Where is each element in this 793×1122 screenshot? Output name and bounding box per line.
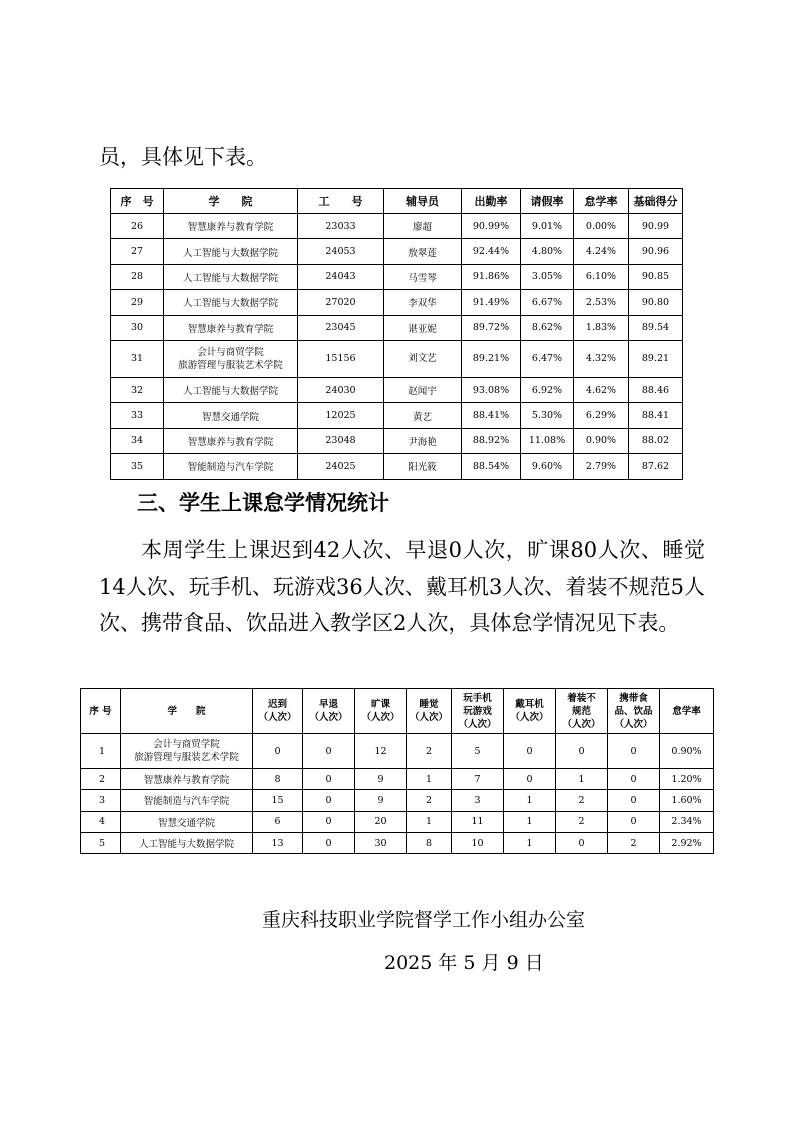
table-cell: 人工智能与大数据学院: [164, 377, 298, 402]
table-cell: 2: [556, 811, 608, 832]
table-cell: 1.20%: [660, 769, 714, 790]
table-cell: 23045: [298, 315, 384, 340]
table-cell: 2.53%: [574, 290, 629, 315]
table-cell: 2: [81, 769, 121, 790]
table-cell: 0: [303, 832, 355, 853]
table-cell: 29: [111, 290, 164, 315]
table-cell: 4: [81, 811, 121, 832]
table-cell: 赵闻宇: [384, 377, 462, 402]
table-cell: 智慧康养与教育学院: [164, 315, 298, 340]
table-cell: 88.92%: [462, 428, 521, 453]
table-cell: 0: [253, 734, 303, 769]
table-row: [111, 454, 683, 479]
table-cell: 30: [111, 315, 164, 340]
table-cell: 2: [407, 790, 452, 811]
table-cell: 人工智能与大数据学院: [164, 239, 298, 264]
table2-header-cell: 怠学率: [660, 689, 714, 734]
table-cell: 0: [303, 734, 355, 769]
table-cell: 0: [303, 811, 355, 832]
table1-header-cell: 学 院: [164, 189, 298, 214]
table-cell: 4.62%: [574, 377, 629, 402]
table-cell: 2: [608, 832, 660, 853]
summary-paragraph: 本周学生上课迟到42人次、早退0人次，旷课80人次、睡觉14人次、玩手机、玩游戏36人次、戴耳机3人次、着装不规范5人次、携带食品、饮品进入教学区2人次，具体怠学情况见下表。: [99, 538, 705, 635]
table-cell: 1.60%: [660, 790, 714, 811]
table-cell: 2.79%: [574, 454, 629, 479]
table-cell: 24030: [298, 377, 384, 402]
table1-header-cell: 基础得分: [629, 189, 683, 214]
table-cell: 92.44%: [462, 239, 521, 264]
table-cell: 0: [504, 769, 556, 790]
table-cell: 89.21%: [462, 340, 521, 377]
table-cell: 88.54%: [462, 454, 521, 479]
table-cell: 8: [253, 769, 303, 790]
table-cell: 13: [253, 832, 303, 853]
table-cell: 敖翠莲: [384, 239, 462, 264]
table-cell: 0.90%: [574, 428, 629, 453]
table-cell: 7: [452, 769, 504, 790]
table-cell: 93.08%: [462, 377, 521, 402]
table-cell: 9.60%: [521, 454, 574, 479]
table-cell: 0: [303, 790, 355, 811]
table-cell: 90.96: [629, 239, 683, 264]
table-cell: 24043: [298, 264, 384, 289]
table-cell: 智慧交通学院: [121, 811, 253, 832]
table-cell: 27: [111, 239, 164, 264]
table-cell: 27020: [298, 290, 384, 315]
table2-header-cell: 戴耳机 （人次）: [504, 689, 556, 734]
table-cell: 智能制造与汽车学院: [121, 790, 253, 811]
table-cell: 8: [407, 832, 452, 853]
intro-text: 员，具体见下表。: [99, 145, 267, 169]
truancy-stats-table: [80, 688, 714, 854]
table-cell: 马雪琴: [384, 264, 462, 289]
table-cell: 0.90%: [660, 734, 714, 769]
table-cell: 0: [504, 734, 556, 769]
table-row: [111, 315, 683, 340]
table-cell: 15: [253, 790, 303, 811]
table-cell: 2: [556, 790, 608, 811]
table-cell: 4.24%: [574, 239, 629, 264]
table-cell: 88.46: [629, 377, 683, 402]
table-cell: 90.99%: [462, 214, 521, 239]
table-cell: 9: [355, 790, 407, 811]
table-cell: 2: [407, 734, 452, 769]
section-heading: 三、学生上课怠学情况统计: [137, 491, 389, 515]
table-row: [111, 403, 683, 428]
table-cell: 3: [81, 790, 121, 811]
table-cell: 3.05%: [521, 264, 574, 289]
table-cell: 1: [407, 769, 452, 790]
table-cell: 9.01%: [521, 214, 574, 239]
table-cell: 32: [111, 377, 164, 402]
table1-header-cell: 请假率: [521, 189, 574, 214]
table-cell: 4.80%: [521, 239, 574, 264]
table-cell: 会计与商贸学院 旅游管理与服装艺术学院: [164, 340, 298, 377]
table-cell: 1: [504, 811, 556, 832]
table1-header-cell: 序 号: [111, 189, 164, 214]
table1-header-cell: 怠学率: [574, 189, 629, 214]
table2-header-cell: 学 院: [121, 689, 253, 734]
table-cell: 谌亚妮: [384, 315, 462, 340]
table-cell: 31: [111, 340, 164, 377]
table-cell: 0: [608, 769, 660, 790]
table2-header-row: [81, 689, 714, 734]
table-cell: 人工智能与大数据学院: [164, 264, 298, 289]
table-cell: 人工智能与大数据学院: [164, 290, 298, 315]
table-row: [111, 264, 683, 289]
table1-header-row: [111, 189, 683, 214]
table-cell: 5: [81, 832, 121, 853]
document-date: 2025 年 5 月 9 日: [384, 952, 544, 974]
table-cell: 阳光筱: [384, 454, 462, 479]
table-cell: 12025: [298, 403, 384, 428]
table-cell: 11.08%: [521, 428, 574, 453]
table-cell: 9: [355, 769, 407, 790]
table-cell: 1: [504, 790, 556, 811]
table-cell: 91.49%: [462, 290, 521, 315]
table-cell: 0: [608, 790, 660, 811]
table-row: [81, 769, 714, 790]
table2-header-cell: 睡觉 （人次）: [407, 689, 452, 734]
table-cell: 15156: [298, 340, 384, 377]
table-cell: 89.54: [629, 315, 683, 340]
table-cell: 6: [253, 811, 303, 832]
table-cell: 会计与商贸学院 旅游管理与服装艺术学院: [121, 734, 253, 769]
table-cell: 0: [608, 734, 660, 769]
table-cell: 智能制造与汽车学院: [164, 454, 298, 479]
table-cell: 0: [608, 811, 660, 832]
table-cell: 1: [504, 832, 556, 853]
table-cell: 廖超: [384, 214, 462, 239]
table-cell: 人工智能与大数据学院: [121, 832, 253, 853]
table2-header-cell: 迟到 （人次）: [253, 689, 303, 734]
table-cell: 90.99: [629, 214, 683, 239]
table-cell: 91.86%: [462, 264, 521, 289]
table-cell: 智慧康养与教育学院: [164, 428, 298, 453]
table-cell: 1: [81, 734, 121, 769]
table-cell: 33: [111, 403, 164, 428]
table1-header-cell: 辅导员: [384, 189, 462, 214]
table-row: [111, 428, 683, 453]
table-cell: 89.21: [629, 340, 683, 377]
table-row: [111, 377, 683, 402]
table2-header-cell: 旷课 （人次）: [355, 689, 407, 734]
table-cell: 智慧康养与教育学院: [164, 214, 298, 239]
table-cell: 0: [303, 769, 355, 790]
table-cell: 0: [556, 734, 608, 769]
table-cell: 26: [111, 214, 164, 239]
table-cell: 2.34%: [660, 811, 714, 832]
counselor-attendance-table: [110, 188, 683, 480]
table-cell: 1: [556, 769, 608, 790]
table-cell: 智慧康养与教育学院: [121, 769, 253, 790]
table-cell: 6.29%: [574, 403, 629, 428]
table-row: [111, 239, 683, 264]
table-cell: 12: [355, 734, 407, 769]
table-row: [81, 734, 714, 769]
table-cell: 3: [452, 790, 504, 811]
table1-header-cell: 工 号: [298, 189, 384, 214]
table-cell: 5: [452, 734, 504, 769]
table-cell: 5.30%: [521, 403, 574, 428]
table-cell: 4.32%: [574, 340, 629, 377]
table-cell: 23033: [298, 214, 384, 239]
table-cell: 刘文艺: [384, 340, 462, 377]
table-cell: 6.10%: [574, 264, 629, 289]
table-cell: 6.67%: [521, 290, 574, 315]
table-cell: 90.80: [629, 290, 683, 315]
table2-header-cell: 序 号: [81, 689, 121, 734]
table-cell: 35: [111, 454, 164, 479]
table-cell: 88.41: [629, 403, 683, 428]
table-row: [81, 811, 714, 832]
table-cell: 20: [355, 811, 407, 832]
table-cell: 88.02: [629, 428, 683, 453]
table-cell: 24053: [298, 239, 384, 264]
table-cell: 0: [556, 832, 608, 853]
table-cell: 28: [111, 264, 164, 289]
table-cell: 88.41%: [462, 403, 521, 428]
table-cell: 黄艺: [384, 403, 462, 428]
table-cell: 6.92%: [521, 377, 574, 402]
table-cell: 智慧交通学院: [164, 403, 298, 428]
signature: 重庆科技职业学院督学工作小组办公室: [262, 909, 586, 931]
table2-header-cell: 携带食 品、饮品 （人次）: [608, 689, 660, 734]
table-cell: 1.83%: [574, 315, 629, 340]
table-cell: 89.72%: [462, 315, 521, 340]
table-cell: 23048: [298, 428, 384, 453]
table-cell: 8.62%: [521, 315, 574, 340]
table2-header-cell: 玩手机 玩游戏 （人次）: [452, 689, 504, 734]
table-cell: 34: [111, 428, 164, 453]
table-cell: 24025: [298, 454, 384, 479]
table-cell: 11: [452, 811, 504, 832]
table-row: [111, 340, 683, 377]
table1-header-cell: 出勤率: [462, 189, 521, 214]
table-row: [81, 832, 714, 853]
table-row: [111, 214, 683, 239]
table-cell: 2.92%: [660, 832, 714, 853]
table-cell: 6.47%: [521, 340, 574, 377]
table-cell: 30: [355, 832, 407, 853]
table-cell: 10: [452, 832, 504, 853]
table2-header-cell: 早退 （人次）: [303, 689, 355, 734]
table-row: [81, 790, 714, 811]
table-cell: 90.85: [629, 264, 683, 289]
table-cell: 1: [407, 811, 452, 832]
table-cell: 李双华: [384, 290, 462, 315]
table-cell: 87.62: [629, 454, 683, 479]
table2-header-cell: 着装不 规范 （人次）: [556, 689, 608, 734]
table-cell: 0.00%: [574, 214, 629, 239]
table-cell: 尹海艳: [384, 428, 462, 453]
table-row: [111, 290, 683, 315]
